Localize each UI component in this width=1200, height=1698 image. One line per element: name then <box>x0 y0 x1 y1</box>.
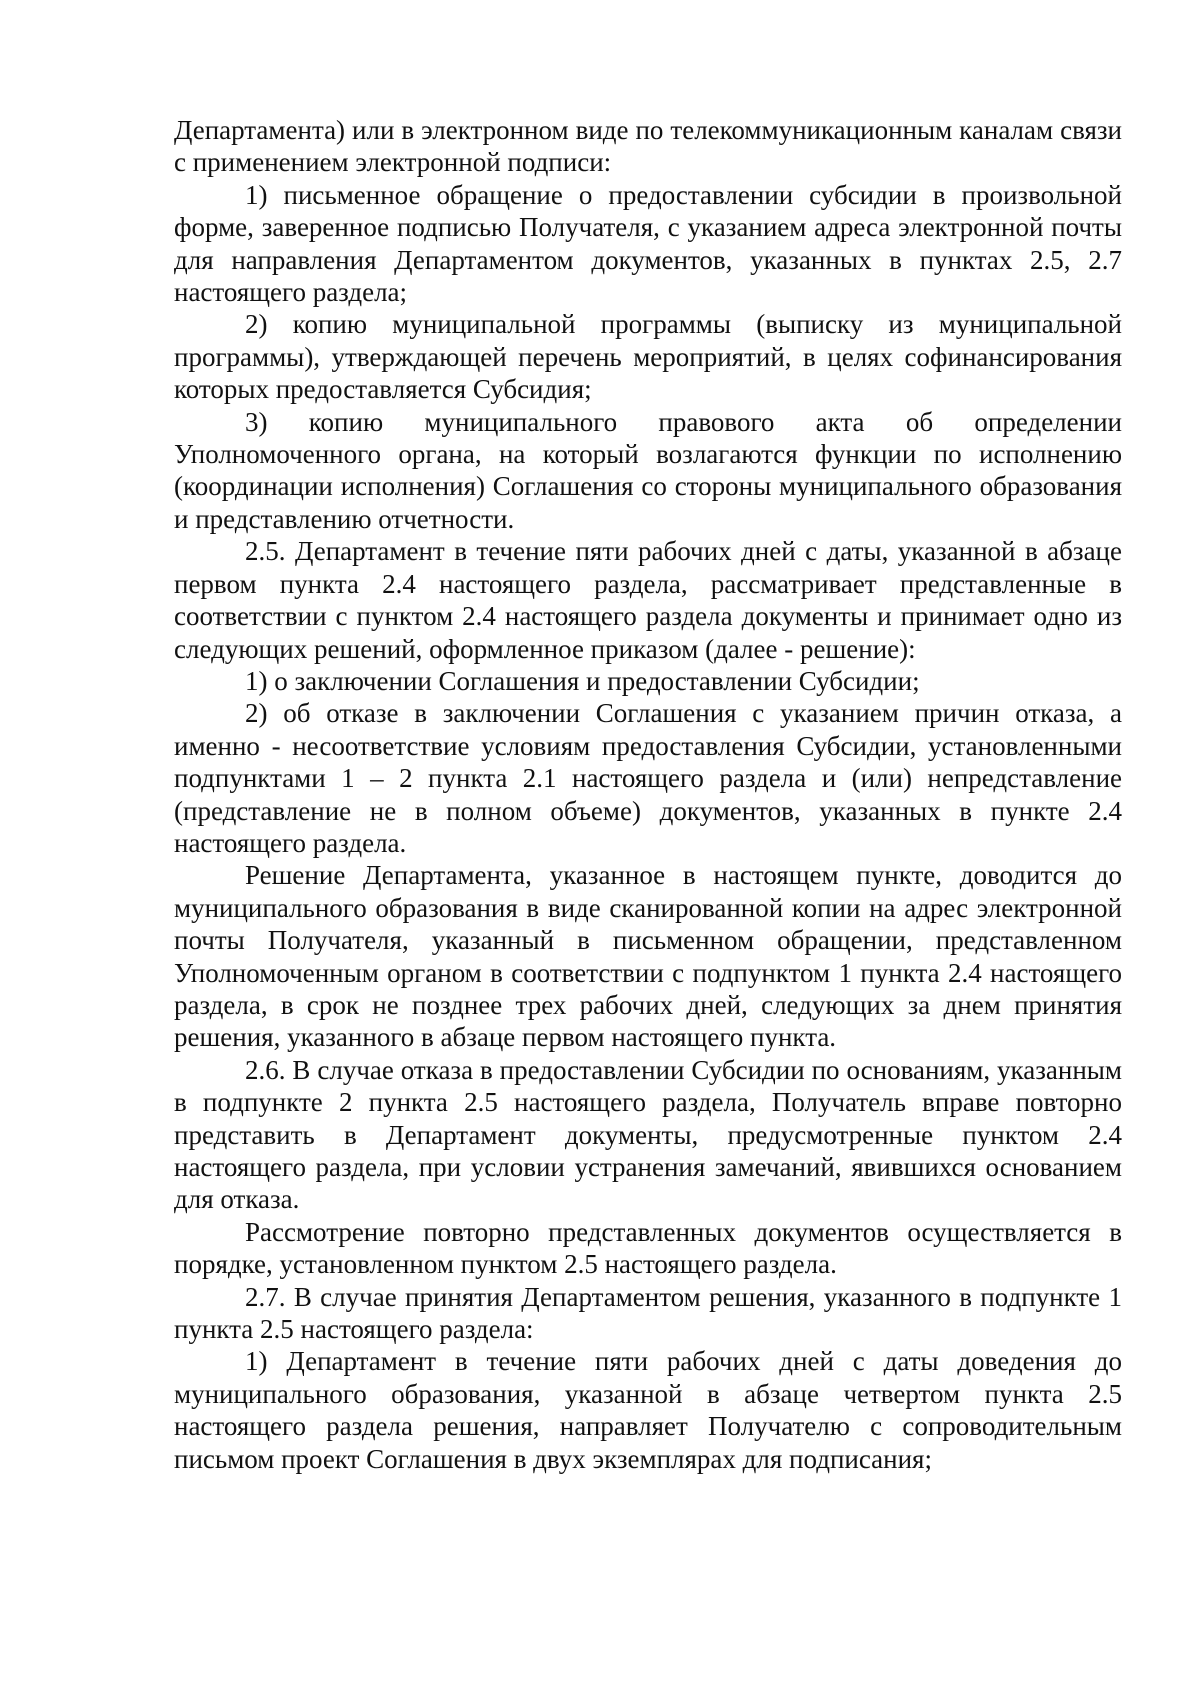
paragraph-decision-notice: Решение Департамента, указанное в настоящем пункте, доводится до муниципального образования в виде сканированной копии на адрес электронной почты Получателя, указанный в письменном обращении, представленном Уполномоченным органом в соответствии с подпунктом 1 пункта 2.4 настоящего раздела, в срок не позднее трех рабочих дней, следующих за днем принятия решения, указанного в абзаце первом настоящего пункта. <box>174 860 1122 1053</box>
document-page <box>174 114 1122 1475</box>
paragraph-clause-2-7: 2.7. В случае принятия Департаментом решения, указанного в подпункте 1 пункта 2.5 настоящего раздела: <box>174 1281 1122 1345</box>
paragraph-item-3: 3) копию муниципального правового акта об определении Уполномоченного органа, на который возлагаются функции по исполнению (координации исполнения) Соглашения со стороны муниципального образования и представлению отчетности. <box>174 406 1122 534</box>
paragraph-resubmission: Рассмотрение повторно представленных документов осуществляется в порядке, установленном пунктом 2.5 настоящего раздела. <box>174 1216 1122 1280</box>
paragraph-clause-2-5-item-2: 2) об отказе в заключении Соглашения с указанием причин отказа, а именно - несоответствие условиям предоставления Субсидии, установленными подпунктами 1 – 2 пункта 2.1 настоящего раздела и (или) непредставление (представление не в полном объеме) документов, указанных в пункте 2.4 настоящего раздела. <box>174 698 1122 858</box>
paragraph-clause-2-5-item-1: 1) о заключении Соглашения и предоставлении Субсидии; <box>245 665 920 696</box>
paragraph-item-2: 2) копию муниципальной программы (выписку из муниципальной программы), утверждающей перечень мероприятий, в целях софинансирования которых предоставляется Субсидия; <box>174 309 1122 405</box>
paragraph-continuation: Департамента) или в электронном виде по телекоммуникационным каналам связи с применением электронной подписи: <box>174 115 1122 178</box>
paragraph-clause-2-7-item-1: 1) Департамент в течение пяти рабочих дней с даты доведения до муниципального образования, указанной в абзаце четвертом пункта 2.5 настоящего раздела решения, направляет Получателю с сопроводительным письмом проект Соглашения в двух экземплярах для подписания; <box>174 1346 1122 1474</box>
paragraph-item-1: 1) письменное обращение о предоставлении субсидии в произвольной форме, заверенное подписью Получателя, с указанием адреса электронной почты для направления Департаментом документов, указанных в пунктах 2.5, 2.7 настоящего раздела; <box>174 179 1122 308</box>
paragraph-clause-2-6: 2.6. В случае отказа в предоставлении Субсидии по основаниям, указанным в подпункте 2 пункта 2.5 настоящего раздела, Получатель вправе повторно представить в Департамент документы, предусмотренные пунктом 2.4 настоящего раздела, при условии устранения замечаний, явившихся основанием для отказа. <box>174 1054 1122 1215</box>
paragraph-clause-2-5: 2.5. Департамент в течение пяти рабочих дней с даты, указанной в абзаце первом пункта 2.4 настоящего раздела, рассматривает представленные в соответствии с пунктом 2.4 настоящего раздела документы и принимает одно из следующих решений, оформленное приказом (далее - решение): <box>174 536 1122 664</box>
